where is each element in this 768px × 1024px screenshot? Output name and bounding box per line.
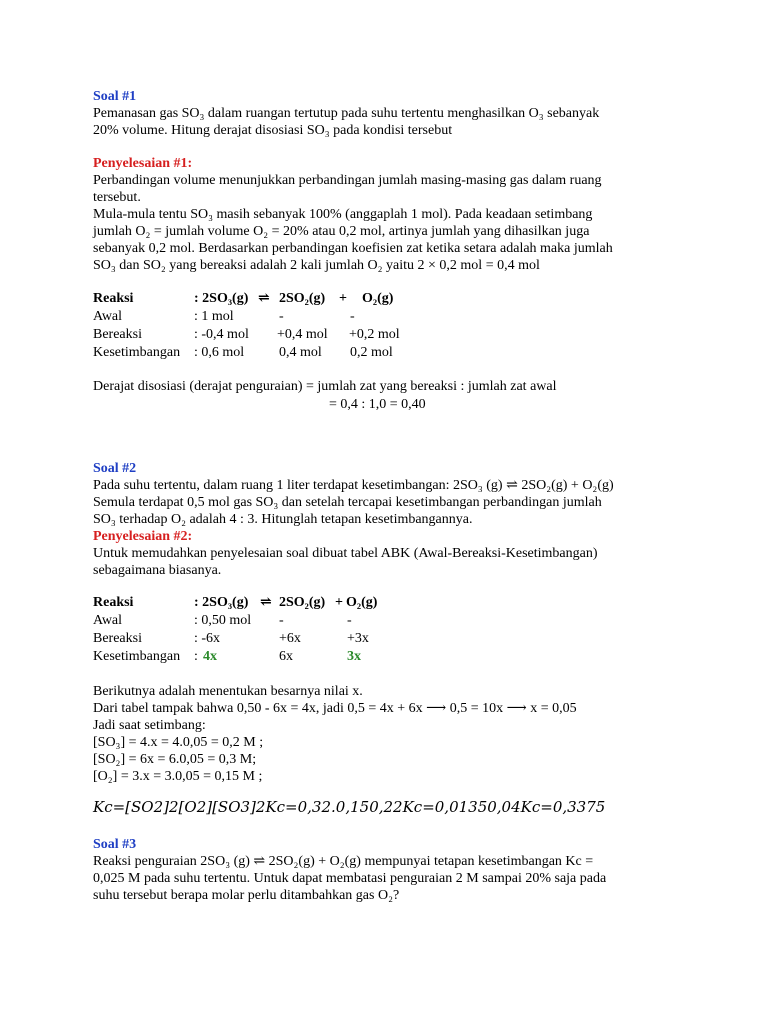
table-2-header-o2: O₂(g): [346, 595, 378, 610]
soal-2-title: Soal #2: [93, 461, 137, 476]
table-cell: : 1 mol: [194, 309, 234, 324]
equilibrium-arrow-icon: ⇌: [258, 291, 270, 306]
table-cell: : -0,4 mol: [194, 327, 249, 342]
soal-1-line: 20% volume. Hitung derajat disosiasi SO₃ pada kondisi tersebut: [93, 123, 453, 138]
table-cell: Kesetimbangan: [93, 345, 181, 360]
equilibrium-arrow-icon: ⇌: [260, 595, 272, 610]
derajat-disosiasi-result: = 0,4 : 1,0 = 0,40: [329, 397, 426, 412]
penyelesaian-1-line: Mula-mula tentu SO₃ masih sebanyak 100% (anggaplah 1 mol). Pada keadaan setimbang: [93, 207, 593, 222]
penyelesaian-1-line: Perbandingan volume menunjukkan perbandingan jumlah masing-masing gas dalam ruang: [93, 173, 602, 188]
table-cell: : 0,6 mol: [194, 345, 245, 360]
table-1-header-o2: O₂(g): [362, 291, 394, 306]
soal-3-title: Soal #3: [93, 837, 137, 852]
soal-1-line: Pemanasan gas SO₃ dalam ruangan tertutup pada suhu tertentu menghasilkan O₃ sebanyak: [93, 106, 600, 121]
table-cell: 0,2 mol: [350, 345, 393, 360]
table-cell: -: [347, 613, 352, 628]
soal-3-line: Reaksi penguraian 2SO₃ (g) ⇌ 2SO₂(g) + O₂(g) mempunyai tetapan kesetimbangan Kc =: [93, 854, 594, 869]
step-line: [SO₂] = 6x = 6.0,05 = 0,3 M;: [93, 752, 257, 767]
soal-2-line: Pada suhu tertentu, dalam ruang 1 liter terdapat kesetimbangan: 2SO₃ (g) ⇌ 2SO₂(g) + O₂(g): [93, 478, 614, 493]
table-cell: 0,4 mol: [279, 345, 322, 360]
penyelesaian-1-line: tersebut.: [93, 190, 141, 205]
step-line: [O₂] = 3.x = 3.0,05 = 0,15 M ;: [93, 769, 263, 784]
soal-3-line: 0,025 M pada suhu tertentu. Untuk dapat membatasi penguraian 2 M sampai 20% saja pada: [93, 871, 607, 886]
table-cell: +3x: [347, 631, 369, 646]
penyelesaian-1-line: SO₃ dan SO₂ yang bereaksi adalah 2 kali jumlah O₂ yaitu 2 × 0,2 mol = 0,4 mol: [93, 258, 540, 273]
table-1-header-so3: : 2SO₃(g): [194, 291, 249, 306]
soal-1-title: Soal #1: [93, 89, 137, 104]
step-line: [SO₃] = 4.x = 4.0,05 = 0,2 M ;: [93, 735, 264, 750]
step-line: Jadi saat setimbang:: [93, 718, 206, 733]
table-cell-highlight: 3x: [347, 649, 361, 664]
table-cell: 6x: [279, 649, 293, 664]
penyelesaian-2-line: sebagaimana biasanya.: [93, 563, 222, 578]
penyelesaian-1-title: Penyelesaian #1:: [93, 156, 193, 171]
step-line: Dari tabel tampak bahwa 0,50 - 6x = 4x, jadi 0,5 = 4x + 6x ⟶ 0,5 = 10x ⟶ x = 0,05: [93, 701, 577, 716]
table-1-header-reaksi: Reaksi: [93, 291, 134, 306]
table-cell: +6x: [279, 631, 301, 646]
table-cell: Bereaksi: [93, 631, 142, 646]
table-cell: :: [194, 649, 202, 664]
table-cell: : 0,50 mol: [194, 613, 252, 628]
soal-3-line: suhu tersebut berapa molar perlu ditambahkan gas O₂?: [93, 888, 400, 903]
table-1-header-plus: +: [339, 291, 347, 306]
table-cell: +0,2 mol: [349, 327, 400, 342]
penyelesaian-2-title: Penyelesaian #2:: [93, 529, 193, 544]
table-cell: Awal: [93, 309, 123, 324]
soal-2-line: Semula terdapat 0,5 mol gas SO₃ dan setelah tercapai kesetimbangan perbandingan jumlah: [93, 495, 602, 510]
table-cell: : -6x: [194, 631, 221, 646]
table-cell: Kesetimbangan: [93, 649, 181, 664]
step-line: Berikutnya adalah menentukan besarnya nilai x.: [93, 684, 363, 699]
table-cell: -: [279, 613, 284, 628]
table-cell-highlight: 4x: [203, 649, 217, 664]
penyelesaian-2-line: Untuk memudahkan penyelesaian soal dibuat tabel ABK (Awal-Bereaksi-Kesetimbangan): [93, 546, 598, 561]
soal-2-line: SO₃ terhadap O₂ adalah 4 : 3. Hitunglah tetapan kesetimbangannya.: [93, 512, 473, 527]
table-1-header-so2: 2SO₂(g): [279, 291, 326, 306]
table-cell: +0,4 mol: [277, 327, 328, 342]
table-2-header-reaksi: Reaksi: [93, 595, 134, 610]
table-cell: Awal: [93, 613, 123, 628]
table-cell: Bereaksi: [93, 327, 142, 342]
derajat-disosiasi-line: Derajat disosiasi (derajat penguraian) = jumlah zat yang bereaksi : jumlah zat awal: [93, 379, 557, 394]
table-cell: -: [279, 309, 284, 324]
table-2-header-plus: +: [335, 595, 343, 610]
table-2-header-so3: : 2SO₃(g): [194, 595, 249, 610]
kc-formula: Kc=[SO2]2[O2][SO3]2Kc=0,32.0,150,22Kc=0,01350,04Kc=0,3375: [93, 798, 606, 816]
table-2-header-so2: 2SO₂(g): [279, 595, 326, 610]
penyelesaian-1-line: sebanyak 0,2 mol. Berdasarkan perbandingan koefisien zat ketika setara adalah maka jumlah: [93, 241, 613, 256]
penyelesaian-1-line: jumlah O₂ = jumlah volume O₂ = 20% atau 0,2 mol, artinya jumlah yang dihasilkan juga: [93, 224, 590, 239]
table-cell: -: [350, 309, 355, 324]
